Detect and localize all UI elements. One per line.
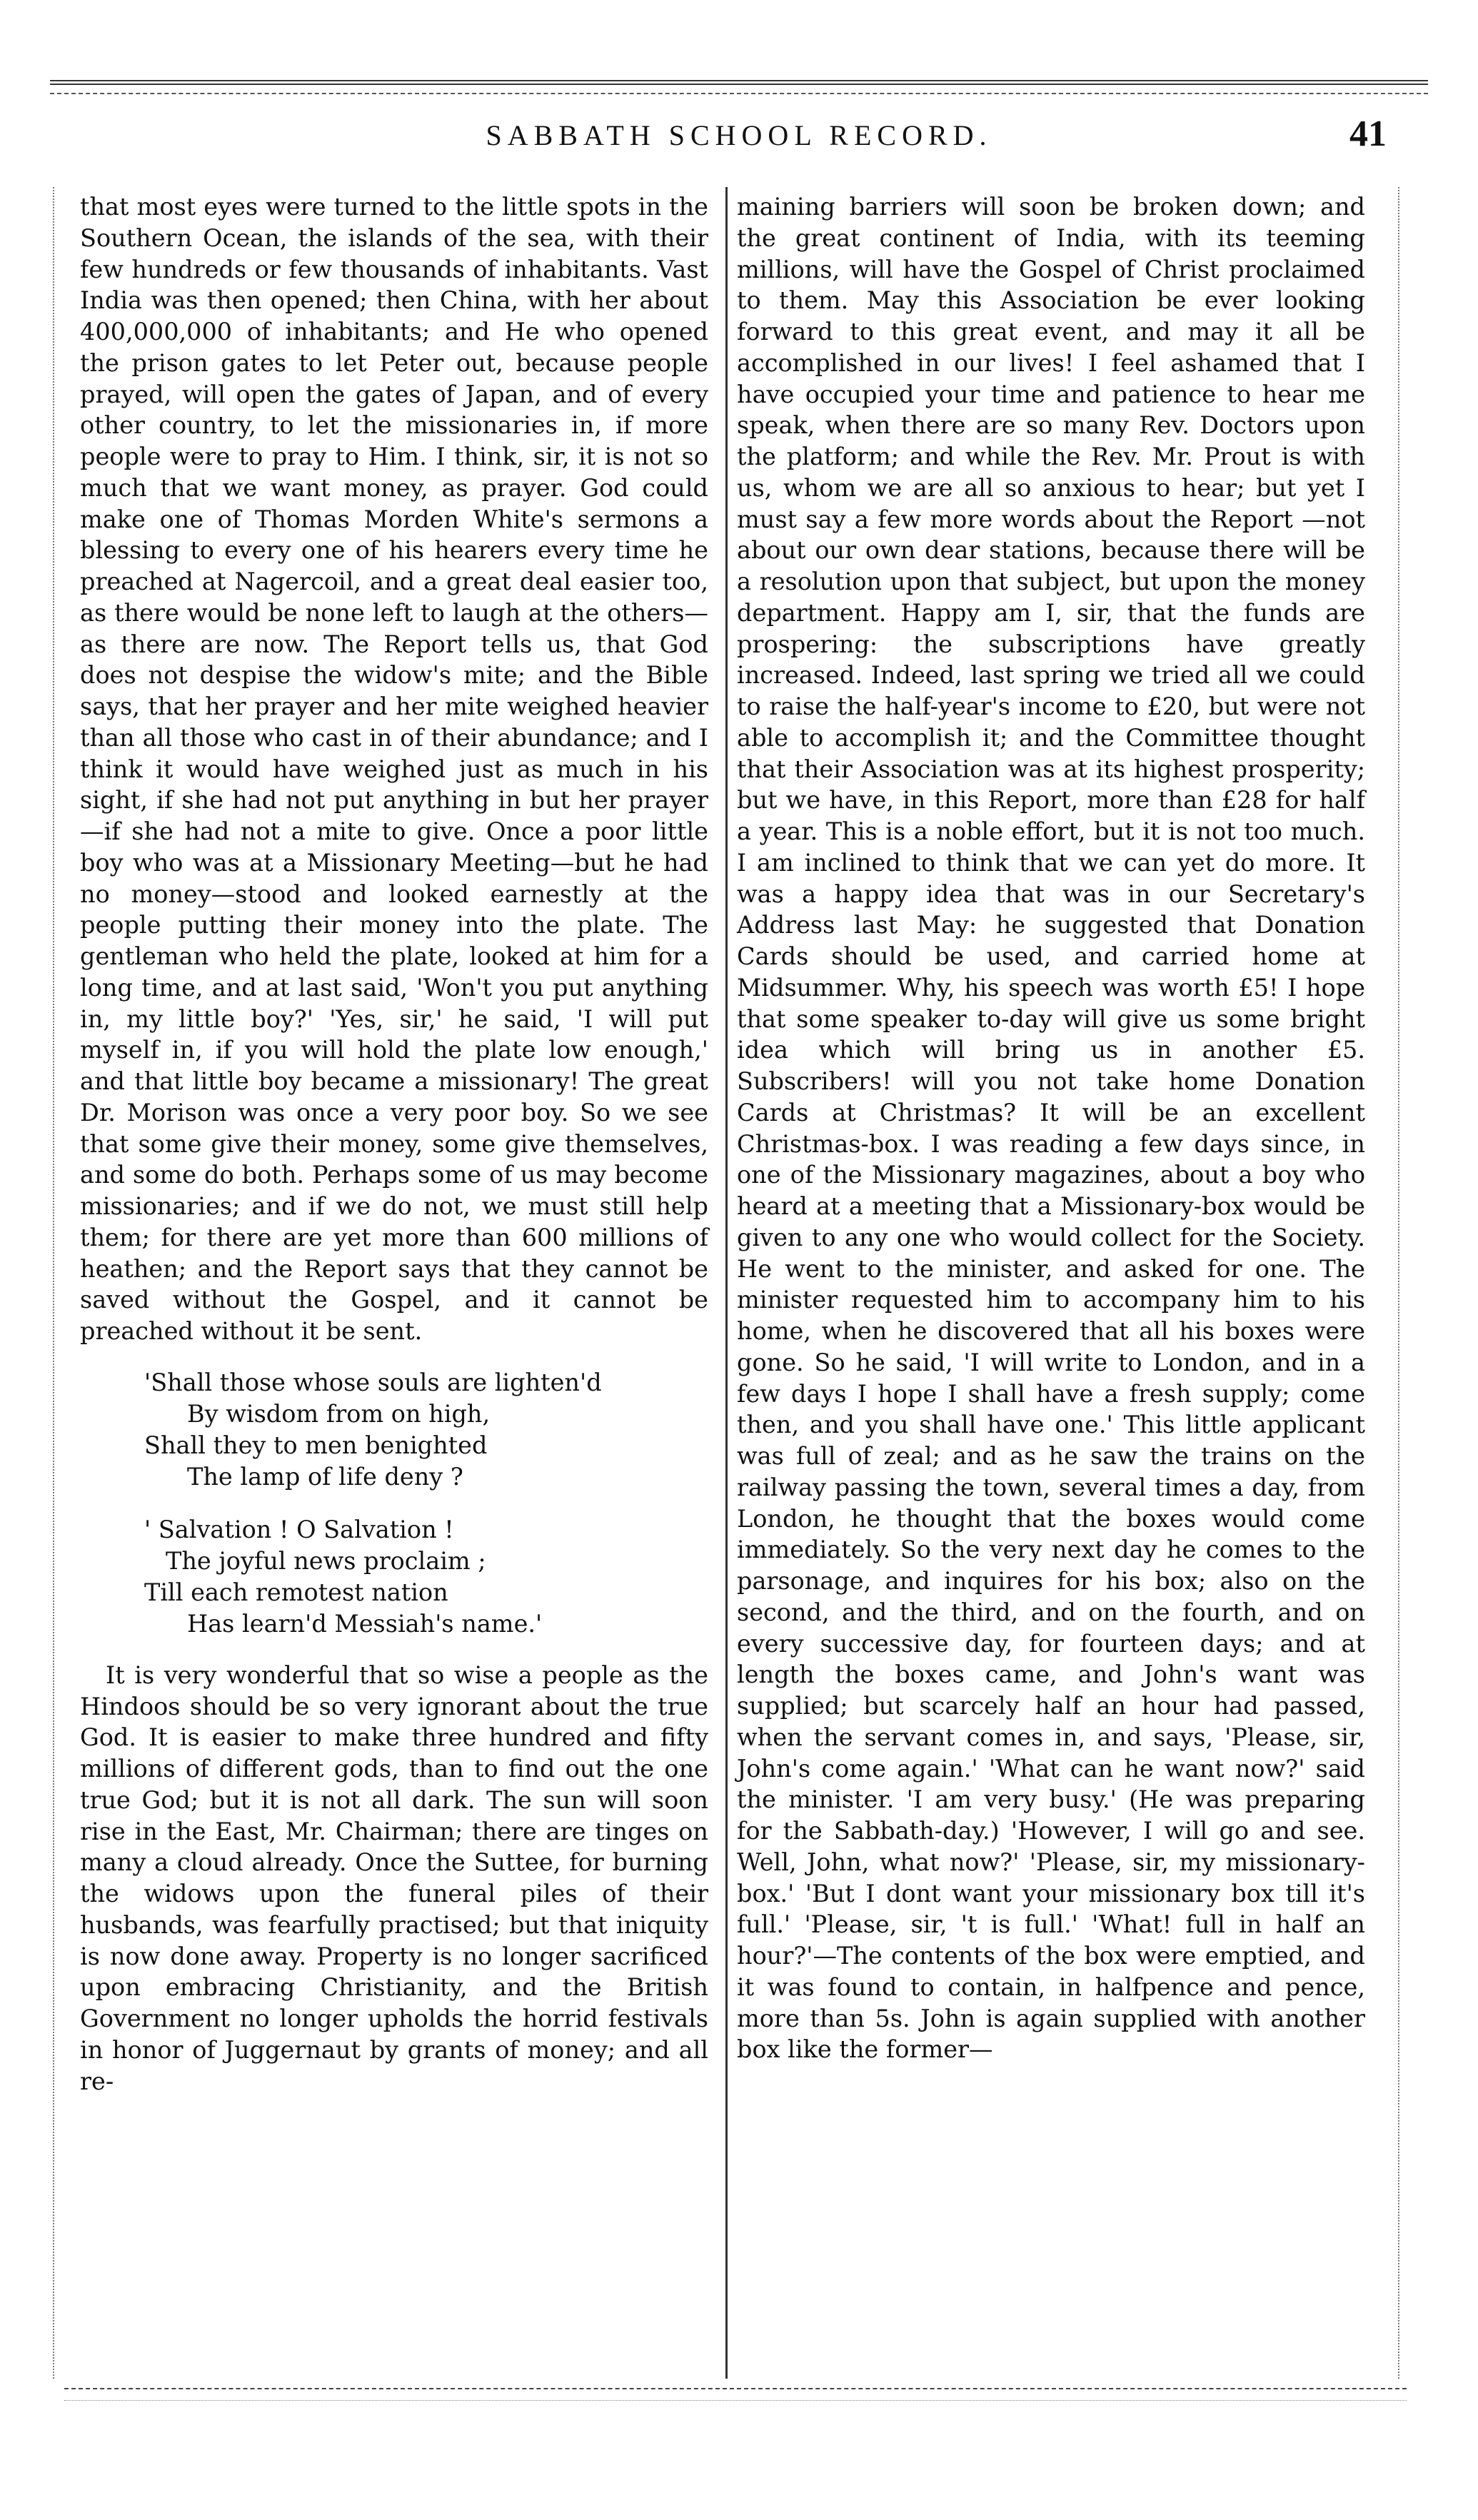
verse-line-6: The joyful news proclaim ; — [166, 1546, 486, 1575]
hymn-verse — [80, 1367, 708, 1640]
right-paragraph-1: maining barriers will soon be broken down; and the great continent of India, with its teeming millions, will have the Gospel of Christ proclaimed to them. May this Association be ever looking forward to this great event, and may it all be accomplished in our lives! I feel ashamed that I have occupied your time and patience to hear me speak, when there are so many Rev. Doctors upon the platform; and while the Rev. Mr. Prout is with us, whom we are all so anxious to hear; but yet I must say a few more words about the Report —not about our own dear stations, because there will be a resolution upon that subject, but upon the money department. Happy am I, sir, that the funds are prospering: the subscriptions have greatly increased. Indeed, last spring we tried all we could to raise the half-year's income to £20, but were not able to accomplish it; and the Committee thought that their Association was at its highest prosperity; but we have, in this Report, more than £28 for half a year. This is a noble effort, but it is not too much. I am inclined to think that we can yet do more. It was a happy idea that was in our Secretary's Address last May: he suggested that Donation Cards should be used, and carried home at Midsummer. Why, his speech was worth £5! I hope that some speaker to-day will give us some bright idea which will bring us in another £5. Subscribers! will you not take home Donation Cards at Christmas? It will be an excellent Christmas-box. I was reading a few days since, in one of the Missionary magazines, about a boy who heard at a meeting that a Missionary-box would be given to any one who would collect for the Society. He went to the minister, and asked for one. The minister requested him to accompany him to his home, when he discovered that all his boxes were gone. So he said, 'I will write to London, and in a few days I hope I shall have a fresh supply; come then, and you shall have one.' This little applicant was full of zeal; and as he saw the trains on the railway passing the town, several times a day, from London, he thought that the boxes would come immediately. So the very next day he comes to the parsonage, and inquires for his box; also on the second, and the third, and on the fourth, and on every successive day, for fourteen days; and at length the boxes came, and John's want was supplied; but scarcely half an hour had passed, when the servant comes in, and says, 'Please, sir, John's come again.' 'What can he want now?' said the minister. 'I am very busy.' (He was preparing for the Sabbath-day.) 'However, I will go and see. Well, John, what now?' 'Please, sir, my missionary-box.' 'But I dont want your missionary box till it's full.' 'Please, sir, 't is full.' 'What! full in half an hour?'—The contents of the box were emptied, and it was found to contain, in halfpence and pence, more than 5s. John is again supplied with another box like the former— — [737, 193, 1365, 2064]
page-number: 41 — [1349, 114, 1387, 154]
top-double-rule — [50, 80, 1428, 85]
left-margin-rule — [53, 187, 54, 2379]
verse-line-4: The lamp of life deny ? — [187, 1462, 463, 1491]
right-column — [737, 191, 1365, 2065]
right-margin-rule — [1398, 187, 1399, 2379]
left-column — [80, 191, 708, 2097]
page-header — [0, 109, 1478, 166]
running-title: SABBATH SCHOOL RECORD. — [486, 119, 992, 151]
verse-line-2: By wisdom from on high, — [187, 1399, 491, 1428]
left-paragraph-2: It is very wonderful that so wise a people as the Hindoos should be so very ignorant about the true God. It is easier to make three hundred and fifty millions of different gods, than to find out the one true God; but it is not all dark. The sun will soon rise in the East, Mr. Chairman; there are tinges on many a cloud already. Once the Suttee, for burning the widows upon the funeral piles of their husbands, was fearfully practised; but that iniquity is now done away. Property is no longer sacrificed upon embracing Christianity, and the British Government no longer upholds the horrid festivals in honor of Juggernaut by grants of money; and all re- — [80, 1660, 708, 2095]
verse-line-8: Has learn'd Messiah's name.' — [187, 1609, 543, 1638]
left-paragraph-1: that most eyes were turned to the little spots in the Southern Ocean, the islands of the sea, with their few hundreds or few thousands of inhabitants. Vast India was then opened; then China, with her about 400,000,000 of inhabitants; and He who opened the prison gates to let Peter out, because people prayed, will open the gates of Japan, and of every other country, to let the missionaries in, if more people were to pray to Him. I think, sir, it is not so much that we want money, as prayer. God could make one of Thomas Morden White's sermons a blessing to every one of his hearers every time he preached at Nagercoil, and a great deal easier too, as there would be none left to laugh at the others—as there are now. The Report tells us, that God does not despise the widow's mite; and the Bible says, that her prayer and her mite weighed heavier than all those who cast in of their abundance; and I think it would have weighed just as much in his sight, if she had not put anything in but her prayer—if she had not a mite to give. Once a poor little boy who was at a Missionary Meeting—but he had no money—stood and looked earnestly at the people putting their money into the plate. The gentleman who held the plate, looked at him for a long time, and at last said, 'Won't you put anything in, my little boy?' 'Yes, sir,' he said, 'I will put myself in, if you will hold the plate low enough,' and that little boy became a missionary! The great Dr. Morison was once a very poor boy. So we see that some give their money, some give themselves, and some do both. Perhaps some of us may become missionaries; and if we do not, we must still help them; for there are yet more than 600 millions of heathen; and the Report says that they cannot be saved without the Gospel, and it cannot be preached without it be sent. — [80, 193, 708, 1345]
top-dashed-rule — [50, 93, 1428, 94]
verse-line-7: Till each remotest nation — [144, 1578, 448, 1606]
verse-line-3: Shall they to men benighted — [144, 1431, 488, 1459]
verse-line-1: 'Shall those whose souls are lighten'd — [144, 1368, 602, 1396]
verse-line-5: ' Salvation ! O Salvation ! — [144, 1515, 454, 1543]
bottom-dashed-rule — [64, 2388, 1407, 2389]
column-divider — [725, 187, 728, 2379]
bottom-dotted-rule — [64, 2400, 1407, 2401]
